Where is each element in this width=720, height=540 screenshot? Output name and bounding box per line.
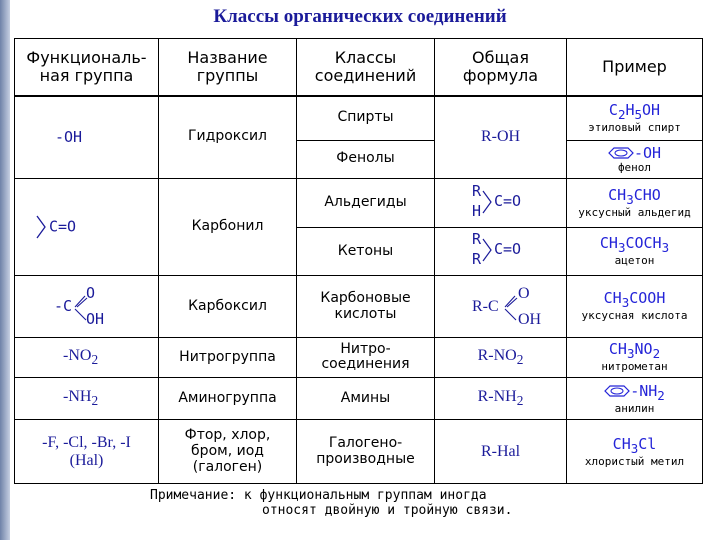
acetone-formula: $CH_3COCH_3$: [599, 234, 670, 256]
carboxyl-formula: [438, 285, 563, 329]
header-general-formula: Общая формула: [435, 39, 567, 96]
benzene-ring-icon: [604, 385, 630, 397]
carboxyl-o: O: [86, 283, 96, 302]
nitro-formula: $R-NO_2$: [435, 337, 567, 377]
halogen-class: Галогено-производные: [297, 420, 435, 484]
acetic-acid-formula: $CH_3COOH$: [603, 289, 666, 311]
aldehyde-co: C=O: [494, 191, 522, 210]
carbonyl-class-ketones: Кетоны: [297, 227, 435, 276]
benzene-ring-icon: [608, 147, 634, 159]
header-example: Пример: [567, 39, 703, 96]
alcohol-example-cell: [567, 96, 703, 141]
carboxyl-example-cell: [567, 276, 703, 337]
amino-group-cell: $-NH_2$: [15, 378, 159, 420]
acetone-name: ацетон: [614, 254, 655, 268]
ethanol-formula: $C_2H_5OH$: [608, 101, 661, 123]
carbonyl-class-aldehydes: Альдегиды: [297, 178, 435, 227]
amino-name: Аминогруппа: [159, 378, 297, 420]
carboxyl-group: [18, 285, 155, 329]
hydroxyl-formula: R-OH: [435, 96, 567, 179]
hydroxyl-name: Гидроксил: [159, 96, 297, 179]
left-decor-stripe: [0, 0, 10, 540]
hydroxyl-group-cell: [15, 96, 159, 179]
halogen-group: -F, -Cl, -Br, -I: [42, 433, 131, 451]
carbonyl-name: Карбонил: [159, 178, 297, 275]
amino-formula: $R-NH_2$: [435, 378, 567, 420]
phenol-name: фенол: [617, 160, 652, 174]
halogen-name: Фтор, хлор, бром, иод (галоген): [159, 420, 297, 484]
ketone-formula-cell: [435, 227, 567, 276]
halogen-example-cell: [567, 420, 703, 484]
aldehyde-bonds-icon: [482, 189, 494, 215]
carboxyl-group-cell: [15, 276, 159, 337]
table-row: [15, 337, 703, 377]
halogen-group-hal: (Hal): [69, 451, 104, 469]
aldehyde-formula-cell: [435, 178, 567, 227]
phenol-formula: [570, 145, 699, 162]
table-header-row: [15, 39, 703, 96]
acetaldehyde-name: уксусный альдегид: [578, 205, 691, 219]
footnote: [150, 488, 710, 518]
ketone-co: C=O: [494, 240, 522, 259]
ketone-formula: [438, 229, 563, 273]
chloromethane-formula: $CH_3Cl$: [612, 434, 657, 456]
page-title: Классы органических соединений: [213, 6, 507, 27]
carboxyl-formula-o: O: [518, 284, 530, 302]
ketone-r2: R: [472, 250, 482, 269]
hydroxyl-class-phenols: Фенолы: [297, 140, 435, 178]
header-functional-group: Функциональ-ная группа: [15, 39, 159, 96]
carboxyl-name: Карбоксил: [159, 276, 297, 337]
table-row: [15, 378, 703, 420]
carboxyl-class: Карбоновые кислоты: [297, 276, 435, 337]
acetic-acid-name: уксусная кислота: [581, 309, 688, 323]
hydroxyl-class-alcohols: Спирты: [297, 96, 435, 141]
halogen-formula: R-Hal: [435, 420, 567, 484]
footnote-line-2: относят двойную и тройную связи.: [262, 503, 513, 518]
aldehyde-r: R: [472, 181, 482, 200]
carboxyl-c: -C: [54, 296, 73, 315]
acetaldehyde-formula: $CH_3CHO$: [608, 185, 661, 207]
phenol-oh: -OH: [633, 143, 662, 162]
header-group-name: Название группы: [159, 39, 297, 96]
carbonyl-group: C=O: [49, 217, 77, 236]
table-row: [15, 276, 703, 337]
footnote-line-1: Примечание: к функциональным группам иногда: [150, 488, 487, 503]
ketone-r1: R: [472, 230, 482, 249]
carboxyl-oh: OH: [86, 309, 105, 328]
amino-class: Амины: [297, 378, 435, 420]
nitromethane-name: нитрометан: [601, 360, 668, 374]
aldehyde-h: H: [472, 201, 482, 220]
table-row: [15, 96, 703, 141]
carboxyl-formula-oh: OH: [518, 310, 542, 328]
carbonyl-group-cell: [15, 178, 159, 275]
hydroxyl-group: -OH: [55, 127, 83, 146]
phenol-example-cell: [567, 140, 703, 178]
table-row: [15, 420, 703, 484]
carboxyl-formula-rc: R-C: [472, 297, 499, 315]
nitro-example-cell: [567, 337, 703, 377]
nitro-group-cell: $-NO_2$: [15, 337, 159, 377]
ketone-bonds-icon: [482, 237, 494, 263]
aniline-name: анилин: [614, 401, 655, 415]
carboxyl-formula-bonds-icon: [504, 291, 518, 325]
halogen-group-cell: [15, 420, 159, 484]
aldehyde-formula: [438, 181, 563, 225]
aldehyde-example-cell: [567, 178, 703, 227]
carboxyl-formula-cell: [435, 276, 567, 337]
table-row: [15, 178, 703, 227]
aniline-formula: $-NH_2$: [570, 383, 699, 403]
header-compound-classes: Классы соединений: [297, 39, 435, 96]
ketone-example-cell: [567, 227, 703, 276]
compound-classes-table: [14, 38, 703, 484]
chloromethane-name: хлористый метил: [584, 454, 685, 468]
nitro-name: Нитрогруппа: [159, 337, 297, 377]
carbonyl-bonds-icon: [35, 214, 49, 240]
nitro-class: Нитро-соединения: [297, 337, 435, 377]
amino-example-cell: [567, 378, 703, 420]
nitromethane-formula: $CH_3NO_2$: [608, 340, 661, 362]
ethanol-name: этиловый спирт: [588, 121, 681, 135]
